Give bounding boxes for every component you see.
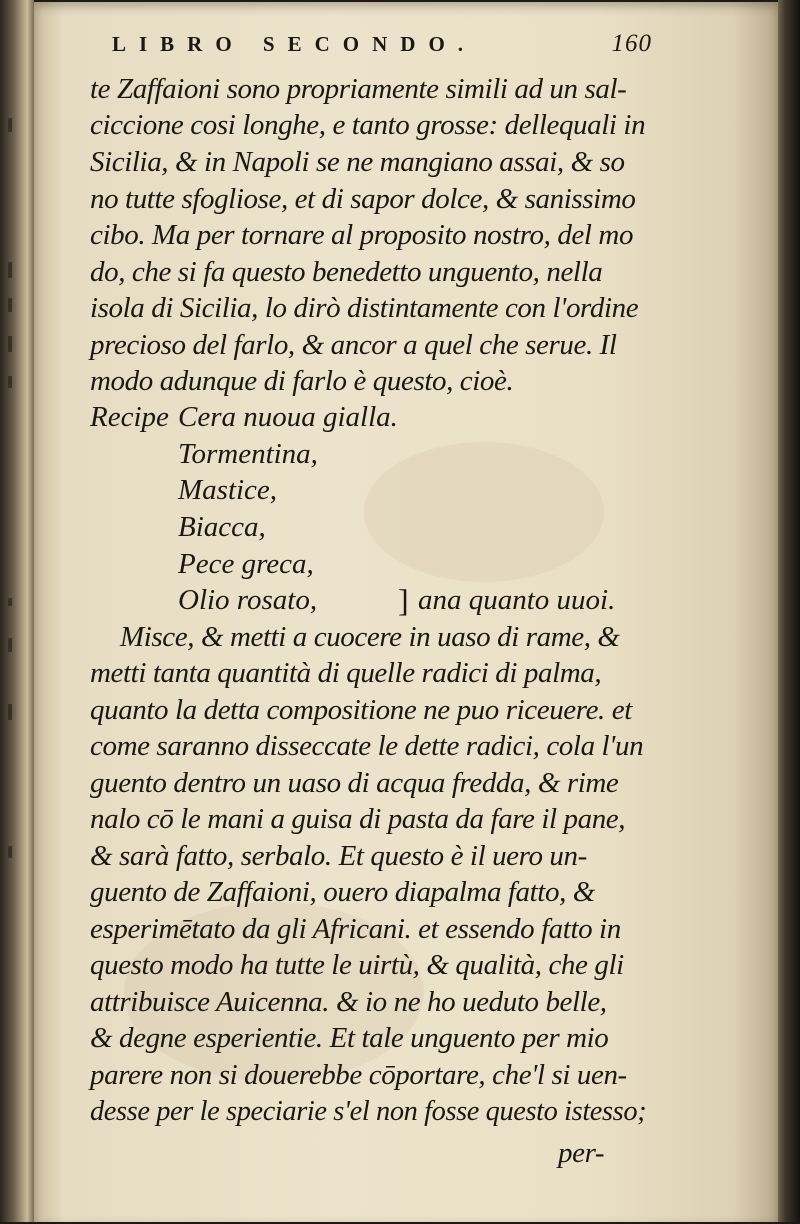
recipe-ingredient: Mastice, bbox=[178, 474, 278, 506]
text-line: parere non si douerebbe cōportare, che'l si uen- bbox=[90, 1059, 627, 1091]
recipe-ingredient: Pece greca, bbox=[178, 548, 314, 580]
text-line: guento de Zaffaioni, ouero diapalma fatto, & bbox=[90, 876, 595, 908]
text-line: guento dentro un uaso di acqua fredda, & rime bbox=[90, 767, 619, 799]
left-page-edge bbox=[0, 0, 34, 1222]
text-line: Sicilia, & in Napoli se ne mangiano assai, & so bbox=[90, 146, 625, 178]
recipe-ingredient: Biacca, bbox=[178, 511, 266, 543]
recipe-label: Recipe bbox=[90, 401, 169, 433]
text-line: esperimētato da gli Africani. et essendo fatto in bbox=[90, 913, 621, 945]
text-line: come saranno disseccate le dette radici, cola l'un bbox=[90, 730, 644, 762]
text-line: & degne esperientie. Et tale unguento per mio bbox=[90, 1022, 609, 1054]
running-head-title: LIBRO SECONDO. bbox=[112, 32, 477, 56]
text-line: desse per le speciarie s'el non fosse questo istesso; bbox=[90, 1095, 647, 1127]
text-line: quanto la detta compositione ne puo riceuere. et bbox=[90, 694, 632, 726]
catchword: per- bbox=[558, 1137, 605, 1169]
text-line: metti tanta quantità di quelle radici di palma, bbox=[90, 657, 602, 689]
text-line: questo modo ha tutte le uirtù, & qualità, che gli bbox=[90, 949, 624, 981]
text-line: & sarà fatto, serbalo. Et questo è il uero un- bbox=[90, 840, 587, 872]
recipe-bracket: ] bbox=[398, 582, 409, 618]
text-line: do, che si fa questo benedetto unguento, nella bbox=[90, 256, 603, 288]
right-page-edge bbox=[778, 0, 800, 1222]
text-line: ciccione cosi longhe, e tanto grosse: dellequali in bbox=[90, 109, 646, 141]
page-text bbox=[90, 2, 660, 1224]
text-line: te Zaffaioni sono propriamente simili ad un sal- bbox=[90, 73, 627, 105]
recipe-ingredient: Olio rosato, bbox=[178, 584, 318, 616]
book-page bbox=[34, 2, 778, 1222]
text-line: nalo cō le mani a guisa di pasta da fare il pane, bbox=[90, 803, 626, 835]
text-line: Misce, & metti a cuocere in uaso di rame, & bbox=[120, 621, 620, 653]
text-line: attribuisce Auicenna. & io ne ho ueduto belle, bbox=[90, 986, 607, 1018]
recipe-ingredient: Cera nuoua gialla. bbox=[178, 401, 398, 433]
recipe-quantity: ana quanto uuoi. bbox=[418, 584, 616, 616]
running-head bbox=[112, 32, 652, 72]
text-line: isola di Sicilia, lo dirò distintamente con l'ordine bbox=[90, 292, 639, 324]
recipe-ingredient: Tormentina, bbox=[178, 438, 318, 470]
page-number: 160 bbox=[611, 30, 652, 57]
text-line: no tutte sfogliose, et di sapor dolce, & sanissimo bbox=[90, 183, 636, 215]
text-line: modo adunque di farlo è questo, cioè. bbox=[90, 365, 514, 397]
text-line: cibo. Ma per tornare al proposito nostro, del mo bbox=[90, 219, 634, 251]
text-line: precioso del farlo, & ancor a quel che serue. Il bbox=[90, 329, 617, 361]
